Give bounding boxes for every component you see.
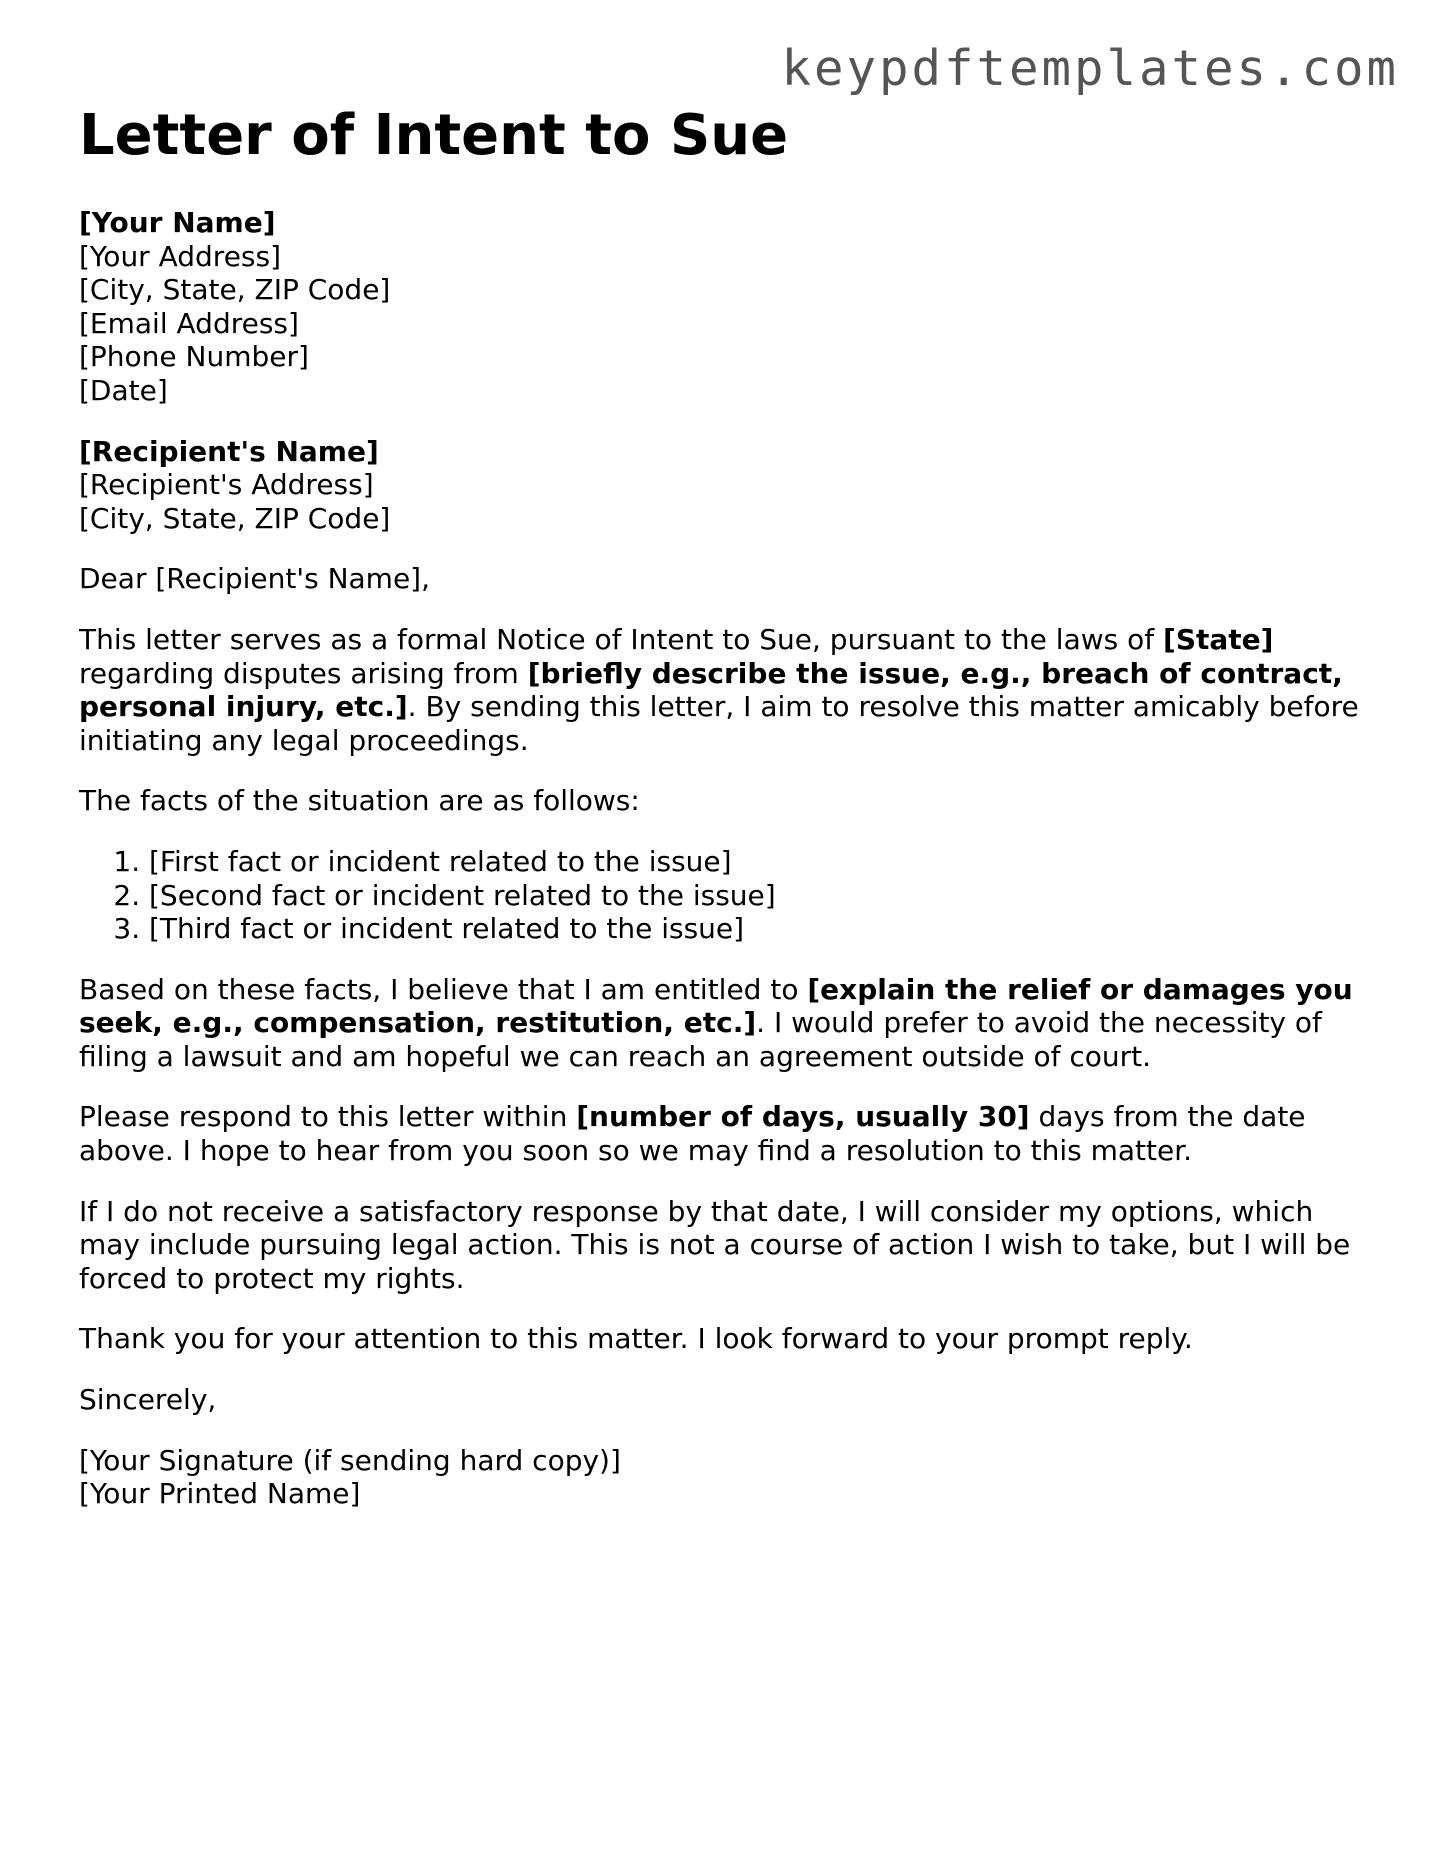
closing: Sincerely, xyxy=(79,1383,217,1417)
thanks-paragraph: Thank you for your attention to this matter. I look forward to your prompt reply. xyxy=(79,1322,1193,1356)
salutation: Dear [Recipient's Name], xyxy=(79,562,430,596)
signature-line: [Your Signature (if sending hard copy)] xyxy=(79,1443,621,1477)
list-item: 1. [First fact or incident related to the issue] xyxy=(149,845,1379,879)
sender-block xyxy=(79,206,1379,408)
state-placeholder: [State] xyxy=(1163,622,1274,656)
watermark-text: keypdftemplates.com xyxy=(781,40,1399,97)
intro-paragraph xyxy=(79,623,1379,757)
intro-text-3: . By sending this letter, I aim to resolve this matter amicably before initiating any legal proceedings. xyxy=(79,690,1359,757)
sender-email: [Email Address] xyxy=(79,306,299,340)
relief-paragraph xyxy=(79,973,1379,1074)
sender-address: [Your Address] xyxy=(79,239,282,273)
document-title: Letter of Intent to Sue xyxy=(79,103,789,168)
recipient-address: [Recipient's Address] xyxy=(79,468,374,502)
signature-block xyxy=(79,1444,1379,1511)
days-placeholder: [number of days, usually 30] xyxy=(576,1100,1030,1134)
letter-document xyxy=(79,100,1379,1511)
deadline-text-1: Please respond to this letter within xyxy=(79,1100,577,1134)
sender-city-state-zip: [City, State, ZIP Code] xyxy=(79,273,391,307)
facts-intro: The facts of the situation are as follows: xyxy=(79,784,640,818)
list-item: 3. [Third fact or incident related to the issue] xyxy=(149,912,1379,946)
consequence-paragraph: If I do not receive a satisfactory response by that date, I will consider my options, which may include pursuing legal action. This is not a course of action I wish to take, but I will be forced to protect my rights. xyxy=(79,1194,1351,1295)
printed-name: [Your Printed Name] xyxy=(79,1477,361,1511)
recipient-city-state-zip: [City, State, ZIP Code] xyxy=(79,501,391,535)
intro-text-2: regarding disputes arising from xyxy=(79,656,528,690)
letter-date: [Date] xyxy=(79,373,168,407)
recipient-block xyxy=(79,435,1379,536)
list-item: 2. [Second fact or incident related to the issue] xyxy=(149,879,1379,913)
deadline-paragraph xyxy=(79,1100,1379,1167)
recipient-name: [Recipient's Name] xyxy=(79,434,379,468)
intro-text-1: This letter serves as a formal Notice of Intent to Sue, pursuant to the laws of xyxy=(79,622,1164,656)
relief-placeholder: [explain the relief or damages you seek, e.g., compensation, restitution, etc.] xyxy=(79,972,1353,1040)
relief-text-2: . I would prefer to avoid the necessity of filing a lawsuit and am hopeful we can reach an agreement outside of court. xyxy=(79,1006,1322,1073)
sender-name: [Your Name] xyxy=(79,206,276,239)
deadline-text-2: days from the date above. I hope to hear from you soon so we may find a resolution to this matter. xyxy=(79,1100,1306,1168)
facts-list xyxy=(79,845,1379,946)
relief-text-1: Based on these facts, I believe that I am entitled to xyxy=(79,972,808,1006)
sender-phone: [Phone Number] xyxy=(79,340,309,374)
issue-placeholder: [briefly describe the issue, e.g., breach of contract, personal injury, etc.] xyxy=(79,656,1343,724)
